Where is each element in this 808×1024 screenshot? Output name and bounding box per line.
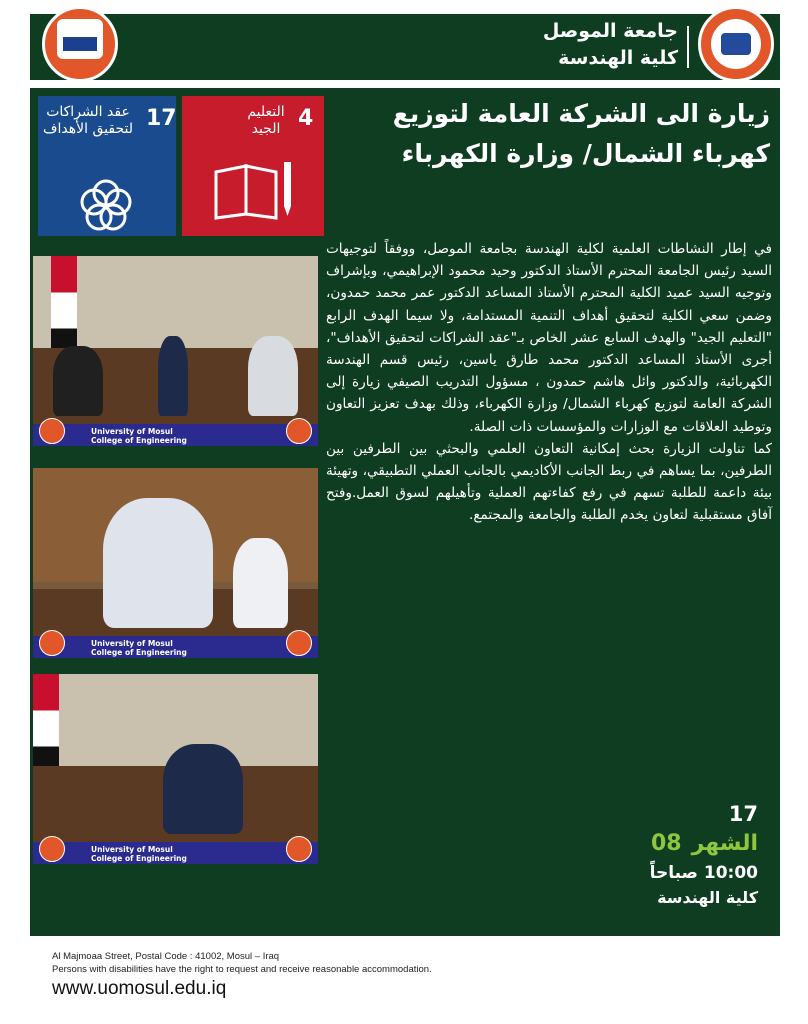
sdg-17-number: 17: [146, 106, 177, 131]
sdg-goal-17-card: [38, 96, 176, 236]
university-logo-icon: [42, 6, 118, 82]
university-name: جامعة الموصل: [542, 20, 678, 42]
college-logo-icon: [698, 6, 774, 82]
footer-address: Al Majmoaa Street, Postal Code : 41002, Mosul – Iraq: [52, 951, 280, 962]
sdg-goal-4-card: [182, 96, 324, 236]
article-title: زيارة الى الشركة العامة لتوزيع كهرباء الشمال/ وزارة الكهرباء: [392, 99, 770, 168]
article-body: [326, 238, 772, 527]
event-date-block: [650, 800, 758, 910]
event-day: 17: [728, 802, 758, 826]
sdg-17-title: عقد الشراكات لتحقيق الأهداف: [43, 104, 133, 137]
header-divider: [687, 26, 689, 68]
flower-rings-icon: [76, 176, 136, 236]
photo-caption: University of Mosul College of Engineering: [91, 845, 187, 863]
event-time: 10:00 صباحاً: [649, 863, 758, 883]
footer-website-link[interactable]: www.uomosul.edu.iq: [52, 978, 227, 999]
visit-photo-1: [33, 256, 318, 446]
article-paragraph-2: كما تناولت الزيارة بحث إمكانية التعاون العلمي والبحثي بين الطرفين بين الطرفين، بما يساهم في ربط الجانب الأكاديمي بالجانب العملي التطبيقي، وتهيئة بيئة داعمة للطلبة تسهم في رفع كفاءتهم العملية وتأهيلهم لسوق العمل.وفتح آفاق مستقبلية لتعاون يخدم الطلبة والجامعة والمجتمع.: [326, 440, 772, 524]
event-place: كلية الهندسة: [657, 888, 758, 907]
sdg-4-number: 4: [298, 106, 314, 131]
photo-caption: University of Mosul College of Engineering: [91, 427, 187, 445]
footer-accessibility-note: Persons with disabilities have the right to request and receive reasonable accommodation.: [52, 964, 432, 975]
article-paragraph-1: في إطار النشاطات العلمية لكلية الهندسة بجامعة الموصل، ووفقاً لتوجيهات السيد رئيس الجامعة المحترم الأستاذ الدكتور وحيد محمود الإبراهيمي، وبإشراف وتوجيه السيد عميد الكلية المحترم الأستاذ المساعد الدكتور عمر محمد حمدون، وضمن سعي الكلية لتحقيق أهداف التنمية المستدامة، ولا سيما الهدف الرابع "التعليم الجيد" والهدف السابع عشر الخاص بـ"عقد الشراكات لتحقيق الأهداف"، أجرى الأستاذ المساعد الدكتور محمد طارق ياسين، رئيس قسم الهندسة الكهربائية، والدكتور وائل هاشم حمدون ، مسؤول التدريب الصيفي زيارة إلى الشركة العامة لتوزيع كهرباء الشمال/ وزارة الكهرباء، وذلك بهدف تعزيز التعاون وتوطيد العلاقات مع الوزارات والمؤسسات ذات الصلة.: [326, 241, 772, 435]
photo-caption: University of Mosul College of Engineering: [91, 639, 187, 657]
header-bar: [30, 14, 780, 80]
sdg-4-title: التعليم الجيد: [247, 104, 285, 137]
visit-photo-3: [33, 674, 318, 864]
event-month-label: الشهر: [691, 831, 758, 856]
event-month-number: 08: [650, 831, 682, 856]
visit-photo-2: [33, 468, 318, 658]
college-name: كلية الهندسة: [558, 47, 678, 69]
content-panel: [30, 88, 780, 936]
book-pencil-icon: [212, 158, 296, 222]
